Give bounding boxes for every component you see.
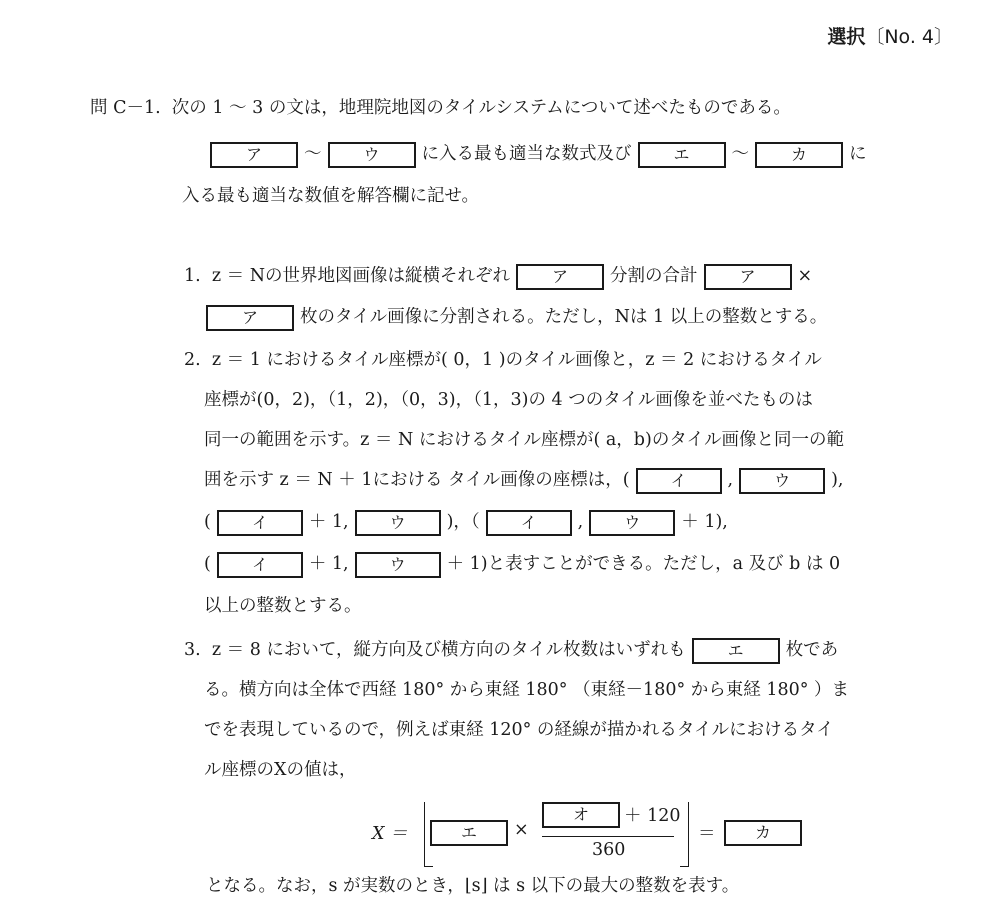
paren-open: ( [204,554,211,574]
statement-2-line-2: 座標が(0，2)，（1，2)，（0，3)，（1，3)の 4 つのタイル画像を並べたものは [204,390,813,410]
statement-3-number: 3. [184,640,201,660]
statement-1-line-1 [184,262,812,290]
blank-u[interactable]: ウ [328,142,416,168]
statement-2-line-5 [204,508,728,536]
blank-a[interactable]: ア [206,305,294,331]
blank-u[interactable]: ウ [355,552,441,578]
section-header [827,22,953,49]
blank-ka[interactable]: カ [724,820,802,846]
statement-2-text: z ＝ 1 におけるタイル座標が( 0，1 )のタイル画像と，z ＝ 2 におけるタイル [211,350,822,370]
blank-ka[interactable]: カ [755,142,843,168]
blank-u[interactable]: ウ [355,510,441,536]
statement-2-number: 2. [184,350,201,370]
section-number: 〔No. 4〕 [865,26,953,48]
floor-bracket-right [680,802,689,867]
intro-text-2-end: に [849,144,867,164]
statement-2-line-7: 以上の整数とする。 [204,596,362,616]
statement-2-line-6 [204,550,840,578]
intro-text-1: 次の 1 ～ 3 の文は，地理院地図のタイルシステムについて述べたものである。 [171,98,791,118]
intro-line-3: 入る最も適当な数値を解答欄に記せ。 [182,186,479,206]
blank-o[interactable]: オ [542,802,620,828]
times-sign: × [514,820,529,840]
paren-close: ), [831,470,844,490]
statement-3-line-3: でを表現しているので，例えば東経 120° の経線が描かれるタイルにおけるタイ [204,720,834,740]
statement-1-text: 枚のタイル画像に分割される。ただし，Nは 1 以上の整数とする。 [300,307,828,327]
statement-3-line-1 [184,636,838,664]
formula-plus-120: ＋ 120 [624,806,681,826]
intro-text-2: に入る最も適当な数式及び [421,144,632,164]
paren-open: ( [204,512,211,532]
plus-one: ＋ 1), [681,512,728,532]
statement-2-text: ＋ 1)と表すことができる。ただし，a 及び b は 0 [446,554,841,574]
blank-a[interactable]: ア [516,264,604,290]
formula-denominator: 360 [592,840,626,860]
section-title: 選択 [827,26,866,48]
statement-3-line-2: る。横方向は全体で西経 180° から東経 180° （東経－180° から東経 180° ）ま [204,680,850,700]
comma: , [577,512,584,532]
statement-1-text: 分割の合計 [610,266,698,286]
blank-i[interactable]: イ [217,552,303,578]
blank-a[interactable]: ア [704,264,792,290]
intro-line-2 [204,140,867,168]
formula-lhs: X ＝ [372,824,408,844]
statement-2-text: 囲を示す z ＝ N ＋ 1における タイル画像の座標は，( [204,470,630,490]
question-label: 問 C－1. [90,98,161,118]
equals-sign: ＝ [698,824,716,844]
blank-a[interactable]: ア [210,142,298,168]
blank-i[interactable]: イ [217,510,303,536]
separator: )，（ [446,512,480,532]
tilde: ～ [304,144,322,164]
blank-e[interactable]: エ [692,638,780,664]
plus-one: ＋ 1, [308,554,349,574]
fraction-bar [542,836,674,837]
comma: , [727,470,734,490]
statement-2-line-4 [204,466,844,494]
intro-line-1 [90,94,791,122]
statement-1-text: z ＝ Nの世界地図画像は縦横それぞれ [211,266,511,286]
statement-1-line-2 [200,303,827,331]
blank-u[interactable]: ウ [589,510,675,536]
blank-u[interactable]: ウ [739,468,825,494]
statement-3-text: z ＝ 8 において，縦方向及び横方向のタイル枚数はいずれも [211,640,686,660]
blank-i[interactable]: イ [636,468,722,494]
blank-e[interactable]: エ [638,142,726,168]
statement-3-line-4: ル座標のXの値は， [204,760,357,780]
tilde: ～ [731,144,749,164]
statement-2-line-1 [184,346,822,374]
tile-x-formula [372,798,812,866]
statement-1-number: 1. [184,266,201,286]
statement-2-line-3: 同一の範囲を示す。z ＝ N におけるタイル座標が( a，b)のタイル画像と同一の範 [204,430,844,450]
blank-e[interactable]: エ [430,820,508,846]
statement-3-text: 枚であ [785,640,839,660]
blank-i[interactable]: イ [486,510,572,536]
plus-one: ＋ 1, [308,512,349,532]
statement-3-line-5: となる。なお，s が実数のとき，⌊s⌋ は s 以下の最大の整数を表す。 [206,876,740,896]
times-sign: × [797,266,813,286]
